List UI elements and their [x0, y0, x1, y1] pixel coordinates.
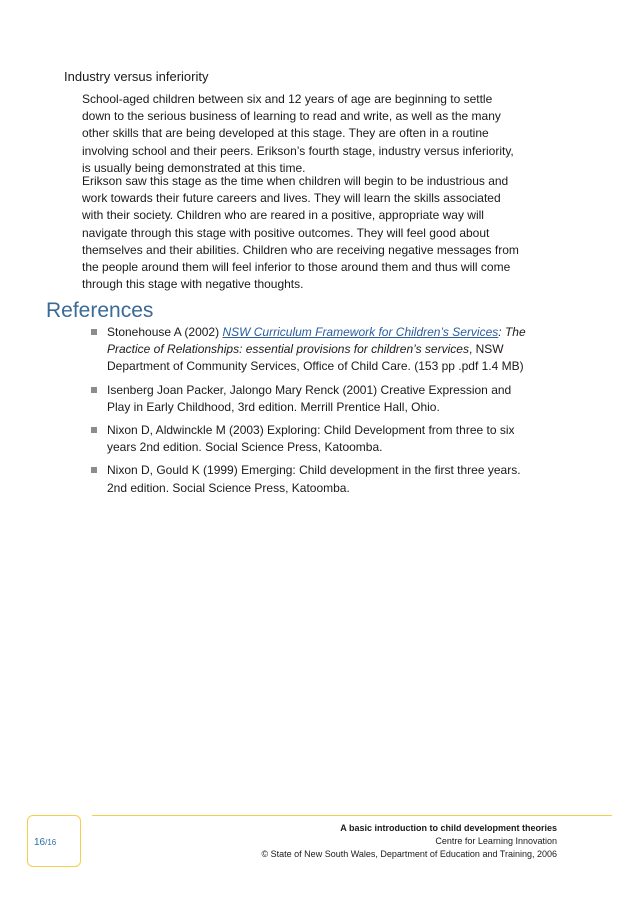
reference-text: Nixon D, Gould K (1999) Emerging: Child development in the first three years. 2nd edition. Social Science Press, Katoomba.	[107, 463, 521, 495]
footer	[262, 822, 557, 861]
reference-item	[91, 382, 531, 416]
copyright: © State of New South Wales, Department of Education and Training, 2006	[261, 849, 557, 859]
square-bullet-icon	[91, 467, 97, 473]
square-bullet-icon	[91, 427, 97, 433]
reference-item	[91, 462, 531, 496]
paragraph: Erikson saw this stage as the time when children will begin to be industrious and work towards their future careers and lives. They will learn the skills associated with their society. Children who are reared in a positive, appropriate way will navigate through this stage with positive outcomes. They will feel good about themselves and their abilities. Children who are receiving negative messages from the people around them will feel inferior to those around them and thus will come through this stage with negative thoughts.	[82, 174, 519, 292]
page-total: /16	[45, 838, 57, 847]
section-heading: Industry versus inferiority	[64, 69, 209, 84]
document-title: A basic introduction to child development theories	[340, 823, 557, 833]
references-heading: References	[46, 299, 154, 322]
footer-divider	[92, 815, 612, 816]
square-bullet-icon	[91, 387, 97, 393]
organisation: Centre for Learning Innovation	[435, 836, 557, 846]
references-list	[91, 324, 531, 503]
reference-link[interactable]: NSW Curriculum Framework for Children’s Services	[222, 325, 499, 339]
reference-title: : The Practice of Relationships: essential provisions for children’s services	[107, 325, 526, 357]
reference-text: Nixon D, Aldwinckle M (2003) Exploring: Child Development from three to six years 2nd edition. Social Science Press, Katoomba.	[107, 423, 515, 455]
reference-item	[91, 324, 531, 376]
reference-text: Isenberg Joan Packer, Jalongo Mary Renck (2001) Creative Expression and Play in Early Childhood, 3rd edition. Merrill Prentice Hall, Ohio.	[107, 382, 512, 414]
reference-text: Stonehouse A (2002)	[107, 325, 223, 339]
square-bullet-icon	[91, 329, 97, 335]
page-current: 16	[34, 837, 46, 848]
page-number	[34, 837, 56, 849]
paragraph: School-aged children between six and 12 years of age are beginning to settle down to the serious business of learning to read and write, as well as the many other skills that are being developed at this stage. They are often in a routine involving school and their peers. Erikson’s fourth stage, industry versus inferiority, is usually being demonstrated at this time.	[82, 92, 514, 175]
reference-text: , NSW Department of Community Services, Office of Child Care. (153 pp .pdf 1.4 MB)	[107, 342, 524, 374]
reference-item	[91, 422, 531, 456]
